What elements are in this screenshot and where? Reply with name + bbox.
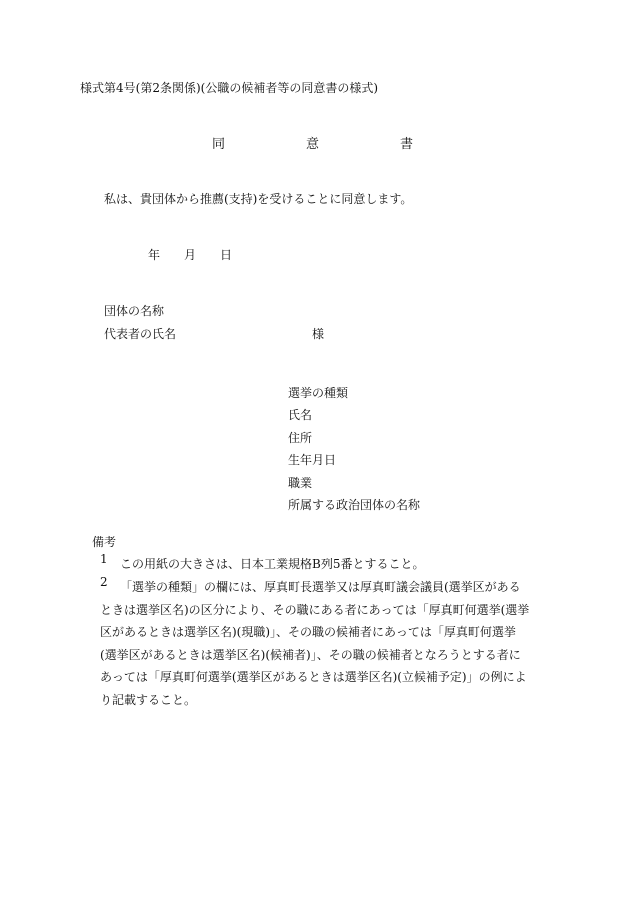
form-label: 様式第4号(第2条関係)(公職の候補者等の同意書の様式): [80, 81, 378, 95]
signer-field-birthdate: 生年月日: [288, 453, 337, 468]
honorific-label: 様: [312, 327, 325, 341]
date-day-label: 日: [220, 248, 233, 262]
title-char-1: 同: [212, 137, 226, 152]
signer-field-address: 住所: [288, 430, 313, 445]
rep-name-label: 代表者の氏名: [104, 327, 177, 341]
note-number: 1: [100, 552, 108, 566]
note-number: 2: [100, 575, 108, 589]
date-month-label: 月: [184, 248, 197, 262]
signer-field-name: 氏名: [288, 408, 313, 423]
notes-heading: 備考: [92, 535, 117, 549]
consent-statement: 私は、貴団体から推薦(支持)を受けることに同意します。: [104, 192, 413, 206]
title-char-2: 意: [306, 137, 320, 152]
signer-field-election-type: 選挙の種類: [288, 386, 349, 400]
note-text: この用紙の大きさは、日本工業規格B列5番とすること。: [120, 557, 425, 571]
title-char-3: 書: [400, 137, 414, 152]
signer-fields: [288, 386, 420, 520]
signer-field-political-group: 所属する政治団体の名称: [288, 497, 421, 512]
date-year-label: 年: [148, 248, 161, 262]
signer-field-occupation: 職業: [288, 475, 313, 490]
org-name-label: 団体の名称: [104, 304, 165, 318]
note-text: 「選挙の種類」の欄には、厚真町長選挙又は厚真町議会議員(選挙区があるときは選挙区名)の区分により、その職にある者にあっては「厚真町何選挙(選挙区があるときは選挙区名)(現職)」、その職の候補者にあっては「厚真町何選挙(選挙区があるときは選挙区名)(候補者)」、その職の候補者となろうとする者にあっては「厚真町何選挙(選挙区があるときは選挙区名)(立候補予定)」の例により記載すること。: [100, 580, 530, 707]
